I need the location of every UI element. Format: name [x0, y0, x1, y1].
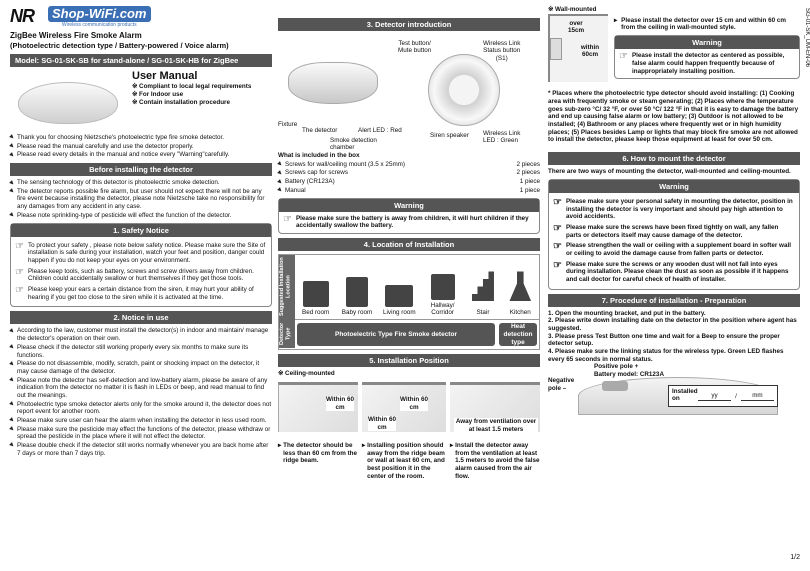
box-item: Screws for wall/ceiling mount (3.5 x 25mm) 2 pieces	[278, 161, 540, 169]
model-bar: Model: SG-01-SK-SB for stand-alone / SG-01-SK-HB for ZigBee	[10, 54, 272, 67]
column-left	[10, 0, 272, 571]
triangle-bullet-icon: ▸	[278, 441, 282, 449]
intro-item: Thank you for choosing Nietzsche's photoelectric type fire smoke detector.	[10, 134, 272, 142]
kitchen-icon	[509, 271, 531, 301]
photo-type-bar: Photoelectric Type Fire Smoke detector	[297, 323, 495, 346]
hand-icon: ☞	[553, 196, 562, 208]
installed-on-label: Installed on	[672, 388, 698, 403]
intro-item: Please read every details in the manual and notice every "Warning"carefully.	[10, 151, 272, 159]
safety-item: Please keep your ears a certain distance from the siren, it may hurt your ability of hearing if you get too close to the siren while it is activated at the time.	[27, 286, 254, 301]
before-title: Before installing the detector	[10, 163, 272, 176]
before-item: The sensing technology of this detector is photoelectric smoke detection.	[10, 179, 272, 187]
triangle-bullet-icon: ▸	[362, 441, 366, 449]
battery-diagram	[548, 363, 800, 415]
wall-mount-row	[548, 14, 800, 83]
warning-text: Please install the detector as centered as possible, false alarm could happen frequently because of inappropriately installing position.	[631, 52, 785, 75]
negative-pole: Negative pole –	[548, 377, 575, 393]
warning-item: Please make sure the screws have been fixed tightly on wall, any fallen parts or detectors itself may cause damage of the detector.	[565, 223, 779, 239]
product-title: ZigBee Wireless Fire Smoke Alarm	[10, 30, 142, 40]
vent-label: Away from ventilation over at least 1.5 meters	[455, 417, 537, 433]
page-number: 1/2	[790, 554, 800, 562]
battery-model: Battery model: CR123A	[594, 371, 664, 379]
mount-title: 6. How to mount the detector	[548, 152, 800, 165]
box-item: Screws cap for screws 2 pieces	[278, 169, 540, 177]
within-60-2: Within 60 cm	[400, 395, 428, 411]
warning-item: Please make sure your personal safety in mounting the detector, position in installing the detector is very important and should pay high attention to avoid accidents.	[565, 197, 793, 221]
location-table	[278, 254, 540, 350]
warning-title: Warning	[549, 180, 799, 193]
shop-tagline: Wireless communication products	[61, 21, 137, 28]
caption-center: Installing position should away from the ridge beam or wall at least 60 cm, and best position it in the center of the room.	[367, 441, 445, 480]
box-title: What is included in the box	[278, 152, 360, 160]
product-subtitle: (Photoelectric detection type / Battery-powered / Voice alarm)	[10, 40, 229, 50]
warning-battery	[278, 198, 540, 234]
detector-bottom-photo	[428, 54, 500, 126]
label-chamber: Smoke detection chamber	[330, 137, 377, 152]
intro-item: Please read the manual carefully and use the detector properly.	[10, 143, 272, 151]
safety-title: 1. Safety Notice	[11, 224, 271, 237]
stair-icon	[472, 271, 494, 301]
intro3-title: 3. Detector introduction	[278, 18, 540, 31]
within-60-3: Within 60 cm	[368, 415, 396, 431]
hand-icon: ☞	[553, 241, 562, 253]
loc-side-label: Suggested Installation Location	[279, 255, 295, 319]
notice-item: Please double check if the detector still works normally whenever you are back home after 7 days or more than 7 days trip.	[10, 442, 272, 457]
warning-title: Warning	[615, 36, 799, 49]
safety-item: Please keep tools, such as battery, screws and screw drivers away from children. Children could accidentally swallow or hurt themselves if they get those tools.	[27, 267, 254, 283]
install-date-box: Installed on yy / mm	[668, 385, 778, 407]
hand-icon: ☞	[15, 285, 24, 296]
avoid-text: * Places where the photoelectric type detector should avoid installing: (1) Cooking area with frequently smoke or steam generating; (2) Places where the temperature goes sub-zero °C/ 32 °F, or over 50 °C/ 122 °F in that it is easy to damage the battery and end up causing false alarm or low battery; (3) Outdoor is not allowed to be installed; (4) Bathroom or any places where frequently wet or in high humidity places; (5) Places besides Lamp or lights that may block fire smoke are not allowed to install the detector, please keep those equipment at least for over 50 cm.	[548, 90, 799, 144]
notice-item: Photoelectric type smoke detector alerts only for the smoke around it, the detector does not report event for another room.	[10, 401, 272, 416]
position-captions	[278, 442, 540, 480]
notice-item: Please make sure user can hear the alarm when installing the detector in less used room.	[10, 417, 272, 425]
positive-pole: Positive pole +	[594, 363, 639, 371]
proc-step: 3. Please press Test Button one time and wait for a Beep to ensure the proper detector setup.	[548, 332, 780, 348]
detector-photo	[18, 82, 118, 124]
hand-icon: ☞	[283, 213, 292, 225]
room-label: Kitchen	[509, 309, 531, 317]
position-diagram	[278, 378, 540, 438]
before-list	[10, 179, 272, 219]
before-item: The detector reports possible fire alarm, but user should not expect there will not be any fire event because installing the detector, please note Nietzsche take no responsibility for any damages from any accident in any case.	[10, 188, 272, 211]
proc-step: 4. Please make sure the linking status for the wireless type. Green LED flashes every 65 seconds in normal status.	[548, 348, 784, 363]
hand-icon: ☞	[553, 259, 562, 271]
warning-item: Please strengthen the wall or ceiling with a supplement board in softer wall or ceiling to avoid the damage cause from fallen parts or detector.	[565, 242, 791, 257]
label-test-button: Test button/ Mute button	[398, 40, 432, 55]
hallway-icon	[431, 274, 455, 300]
proc-title: 7. Procedure of installation - Preparation	[548, 294, 800, 307]
wall-mounted-label: ※ Wall-mounted	[548, 6, 597, 13]
notice-item: Please make sure the pesticide may effect the functions of the detector, please withdraw or spread the pesticide in the place where it will not effect the detector.	[10, 426, 272, 441]
type-row	[295, 319, 539, 349]
triangle-bullet-icon: ▸	[614, 16, 618, 24]
hand-icon: ☞	[553, 222, 562, 234]
label-detector: The detector	[302, 127, 338, 135]
notice-item: According to the law, customer must install the detector(s) in indoor and maintain/ manage the detector's operation on their own.	[10, 327, 272, 342]
triangle-bullet-icon: ▸	[450, 441, 454, 449]
hand-icon: ☞	[15, 240, 24, 252]
intro-list	[10, 134, 272, 159]
column-right	[548, 0, 800, 571]
box-list	[278, 161, 540, 195]
caption-vent: Install the detector away from the ventilation at least 1.5 meters to avoid the false alarm caused from the air flow.	[455, 441, 540, 480]
box-item: Manual 1 piece	[278, 187, 540, 195]
yy-field: yy	[698, 392, 731, 401]
rooms-row	[295, 255, 539, 319]
warning-item: Please make sure the screws or any wooden dust will not fall into eyes during installation. Please clean the dust as soon as possible if it happens and call doctor for careful check of health of installer.	[565, 260, 789, 283]
notice-item: Please do not disassemble, modify, scratch, paint or shocking impact on the detector, it may cause damage of the detector.	[10, 360, 272, 375]
detector-type-label: Detector Type	[279, 319, 295, 349]
over-15cm: over 15cm	[567, 19, 585, 35]
warning-text: Please make sure the battery is away from children, it will hurt children if they accidentally swallow the battery.	[295, 214, 529, 230]
hand-icon: ☞	[15, 266, 24, 278]
notice-item: Please check if the detector still working properly every six months to make sure its functions.	[10, 344, 272, 359]
warning-center	[614, 35, 800, 79]
side-code: SG-01-SK_UM-EN-06	[804, 8, 810, 68]
notice-list	[10, 327, 272, 457]
hand-icon: ☞	[619, 51, 628, 63]
manual-note-3: ※ Contain installation procedure	[132, 98, 230, 106]
brand-header	[10, 6, 272, 28]
warning-title: Warning	[279, 199, 539, 212]
label-fixture: Fixture	[278, 121, 298, 129]
loc-title: 4. Location of Installation	[278, 238, 540, 251]
label-siren: Siren speaker	[430, 132, 469, 140]
warning-mount	[548, 179, 800, 290]
within-60cm: within 60cm	[580, 43, 600, 59]
pos-title: 5. Installation Position	[278, 354, 540, 367]
baby-room-icon	[346, 277, 368, 307]
heat-type-bar: Heat detection type	[499, 323, 537, 346]
notice-title: 2. Notice in use	[10, 311, 272, 324]
safety-box	[10, 223, 272, 308]
mount-text: There are two ways of mounting the detector, wall-mounted and ceiling-mounted.	[548, 168, 791, 176]
label-wireless-led: Wireless Link LED : Green	[483, 130, 521, 145]
room-label: Hallway/ Corridor	[430, 301, 455, 317]
detector-diagram	[278, 34, 540, 152]
shop-logo: Shop-WiFi.com	[48, 6, 151, 22]
proc-step: 1. Open the mounting bracket, and put in the battery.	[548, 309, 706, 317]
label-status-button: Wireless Link Status button (S1)	[483, 40, 521, 62]
wall-diagram	[548, 14, 608, 82]
within-60-1: Within 60 cm	[326, 395, 354, 411]
caption-ridge: The detector should be less than 60 cm from the ridge beam.	[283, 441, 358, 465]
bed-icon	[303, 281, 329, 307]
user-manual-block	[132, 70, 272, 106]
product-photo-area	[10, 70, 272, 130]
safety-item: To protect your safety , please note below safety notice. Please make sure the Site of installation is safe during your installation, watch your feet and position, danger could happen if you do not keep your eyes on your environment.	[27, 241, 266, 264]
wall-detector-shape	[550, 38, 562, 60]
proc-step: 2. Please write down installing date on the detector in the position where agent has suggested.	[548, 317, 797, 333]
notice-item: Please note the detector has self-detection and low-battery alarm, please be aware of any indication from the detector no matter it is flash in LEDs or beep, and read manual to find out the meanings.	[10, 377, 272, 400]
nr-logo: NR	[10, 6, 34, 26]
manual-note-2: ※ For Indoor use	[132, 91, 184, 99]
room-label: Stair	[476, 309, 490, 317]
manual-note-1: ※ Compliant to local legal requirements	[132, 83, 252, 91]
wall-note: ▸ Please install the detector over 15 cm and within 60 cm from the ceiling in wall-mounted style.	[614, 16, 787, 32]
battery-shape	[602, 381, 628, 391]
living-room-icon	[385, 285, 413, 307]
label-alert-led: Alert LED : Red	[358, 127, 402, 135]
room-label: Living room	[383, 309, 416, 317]
room-label: Bed room	[302, 309, 330, 317]
ceiling-mounted-label: ※ Ceiling-mounted	[278, 370, 335, 378]
room-label: Baby room	[341, 309, 373, 317]
detector-side-photo	[288, 62, 378, 104]
column-middle	[278, 0, 540, 571]
before-item: Please note sprinkling-type of pesticide will effect the function of the detector.	[10, 212, 272, 220]
user-manual-heading: User Manual	[132, 69, 198, 82]
mm-field: mm	[741, 392, 774, 401]
box-item: Battery (CR123A) 1 piece	[278, 178, 540, 186]
